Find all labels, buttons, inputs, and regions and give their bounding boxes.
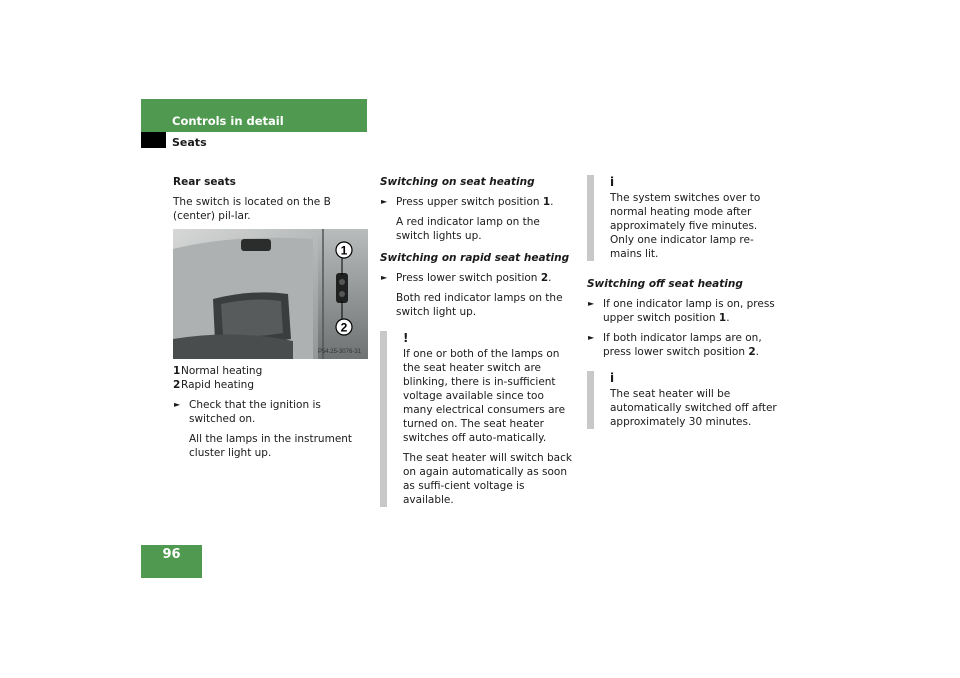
step-off-both-lamps: ► If both indicator lamps are on, press lower switch position 2.	[588, 332, 762, 358]
section-title: Controls in detail	[172, 114, 284, 128]
column-1	[173, 175, 368, 466]
heading-rapid-heating: Switching on rapid seat heating	[380, 252, 570, 264]
seat-heater-switch-photo	[173, 229, 368, 359]
step-result: Both red indicator lamps on the switch light up.	[396, 292, 563, 318]
section-subtitle: Seats	[172, 136, 207, 149]
warning-note	[380, 331, 575, 507]
legend-item: 1Normal heating	[173, 365, 263, 377]
figure-legend	[173, 364, 368, 392]
step-lower-switch: ► Press lower switch position 2.	[381, 272, 552, 284]
info-note	[587, 371, 782, 429]
heading-rear-seats: Rear seats	[173, 176, 236, 188]
callout-1: 1	[340, 243, 348, 258]
figure-code: P54.25-3076-31	[317, 349, 361, 355]
bullet-arrow-icon: ►	[588, 299, 595, 308]
column-3	[587, 175, 782, 429]
bullet-arrow-icon: ►	[174, 400, 181, 409]
info-text: The seat heater will be automatically switched off after approximately 30 minutes.	[610, 388, 777, 428]
subheader-marker	[141, 132, 166, 148]
info-icon: i	[610, 175, 615, 189]
bullet-arrow-icon: ►	[588, 333, 595, 342]
warning-text: The seat heater will switch back on again automatically as soon as suffi-cient voltage is available.	[403, 452, 572, 506]
info-icon: i	[610, 371, 615, 385]
legend-item: 2Rapid heating	[173, 379, 254, 391]
warning-text: If one or both of the lamps on the seat heater switch are blinking, there is in-sufficient voltage available since too many electrical consumers are turned on. The seat heater switches off auto-matically.	[403, 348, 566, 444]
step-off-one-lamp: ► If one indicator lamp is on, press upper switch position 1.	[588, 298, 775, 324]
callout-2: 2	[340, 320, 348, 335]
step-result: A red indicator lamp on the switch lights up.	[396, 216, 540, 242]
step-result: All the lamps in the instrument cluster light up.	[189, 433, 353, 459]
column-2	[380, 175, 575, 507]
page-number: 96	[162, 547, 181, 562]
info-text: The system switches over to normal heating mode after approximately five minutes. Only one indicator lamp re-mains lit.	[610, 192, 761, 260]
heading-switching-off: Switching off seat heating	[587, 278, 743, 290]
bullet-arrow-icon: ►	[381, 273, 388, 282]
warning-icon: !	[403, 331, 409, 345]
step-upper-switch: ► Press upper switch position 1.	[381, 196, 554, 208]
heading-switching-on: Switching on seat heating	[380, 176, 535, 188]
info-note	[587, 175, 782, 261]
bullet-arrow-icon: ►	[381, 197, 388, 206]
step-ignition: ► Check that the ignition is switched on.	[174, 399, 321, 425]
intro-text: The switch is located on the B (center) pil-lar.	[173, 196, 331, 222]
